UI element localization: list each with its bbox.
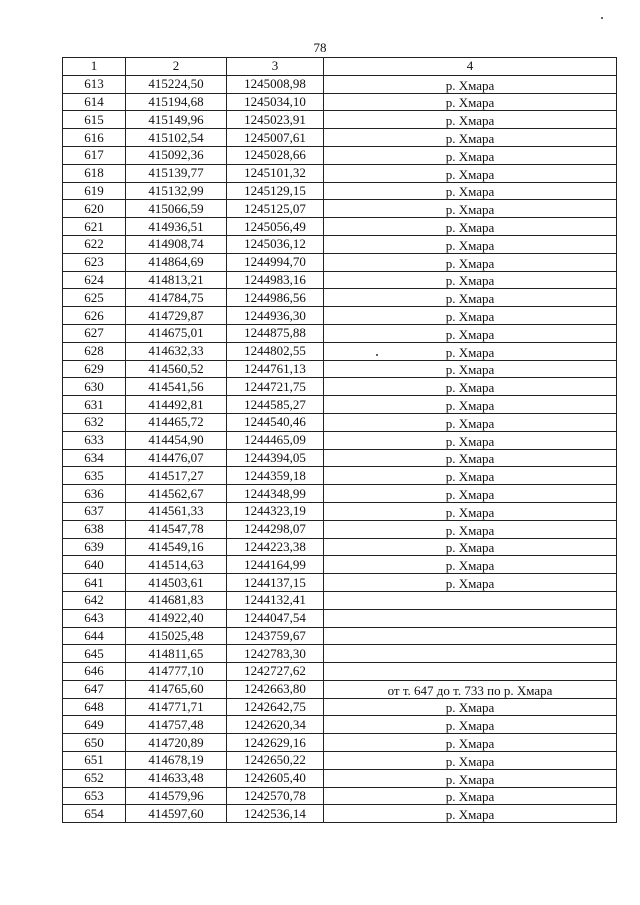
y-coordinate-cell: 1244132,41 (227, 591, 324, 609)
description-cell: р. Хмара (324, 182, 617, 200)
table-row (63, 307, 617, 325)
description-cell (324, 609, 617, 627)
point-number-cell: 628 (63, 342, 126, 360)
y-coordinate-cell: 1245101,32 (227, 164, 324, 182)
y-coordinate-cell: 1244875,88 (227, 324, 324, 342)
y-coordinate-cell: 1244323,19 (227, 502, 324, 520)
description-cell: р. Хмара (324, 271, 617, 289)
x-coordinate-cell: 414632,33 (126, 342, 227, 360)
point-number-cell: 653 (63, 787, 126, 805)
description-cell: р. Хмара (324, 431, 617, 449)
y-coordinate-cell: 1244802,55 (227, 342, 324, 360)
x-coordinate-cell: 415194,68 (126, 93, 227, 111)
y-coordinate-cell: 1244986,56 (227, 289, 324, 307)
point-number-cell: 649 (63, 716, 126, 734)
point-number-cell: 620 (63, 200, 126, 218)
coordinates-table (62, 57, 617, 823)
description-cell: р. Хмара (324, 164, 617, 182)
header-col-1: 1 (63, 58, 126, 76)
description-cell: р. Хмара (324, 520, 617, 538)
header-col-4: 4 (324, 58, 617, 76)
scan-speck (601, 17, 603, 19)
y-coordinate-cell: 1244047,54 (227, 609, 324, 627)
x-coordinate-cell: 414476,07 (126, 449, 227, 467)
description-cell: р. Хмара (324, 805, 617, 823)
x-coordinate-cell: 414454,90 (126, 431, 227, 449)
x-coordinate-cell: 414514,63 (126, 556, 227, 574)
y-coordinate-cell: 1245034,10 (227, 93, 324, 111)
y-coordinate-cell: 1244348,99 (227, 485, 324, 503)
x-coordinate-cell: 414465,72 (126, 413, 227, 431)
point-number-cell: 623 (63, 253, 126, 271)
x-coordinate-cell: 414678,19 (126, 752, 227, 770)
description-cell: р. Хмара (324, 485, 617, 503)
point-number-cell: 627 (63, 324, 126, 342)
x-coordinate-cell: 414771,71 (126, 698, 227, 716)
x-coordinate-cell: 414864,69 (126, 253, 227, 271)
point-number-cell: 624 (63, 271, 126, 289)
description-cell: р. Хмара (324, 396, 617, 414)
table-row (63, 378, 617, 396)
table-row (63, 805, 617, 823)
point-number-cell: 619 (63, 182, 126, 200)
x-coordinate-cell: 414729,87 (126, 307, 227, 325)
table-row (63, 289, 617, 307)
description-cell: р. Хмара (324, 307, 617, 325)
x-coordinate-cell: 414777,10 (126, 663, 227, 681)
point-number-cell: 650 (63, 734, 126, 752)
y-coordinate-cell: 1245036,12 (227, 235, 324, 253)
table-row (63, 200, 617, 218)
header-col-2: 2 (126, 58, 227, 76)
y-coordinate-cell: 1245008,98 (227, 75, 324, 93)
y-coordinate-cell: 1242620,34 (227, 716, 324, 734)
point-number-cell: 621 (63, 218, 126, 236)
description-cell: р. Хмара (324, 769, 617, 787)
table-row (63, 431, 617, 449)
header-row (63, 58, 617, 76)
x-coordinate-cell: 415132,99 (126, 182, 227, 200)
point-number-cell: 614 (63, 93, 126, 111)
x-coordinate-cell: 414936,51 (126, 218, 227, 236)
point-number-cell: 633 (63, 431, 126, 449)
point-number-cell: 648 (63, 698, 126, 716)
description-cell: р. Хмара (324, 502, 617, 520)
table-row (63, 324, 617, 342)
table-row (63, 129, 617, 147)
description-cell: р. Хмара (324, 146, 617, 164)
point-number-cell: 639 (63, 538, 126, 556)
description-cell: р. Хмара (324, 467, 617, 485)
table-row (63, 93, 617, 111)
point-number-cell: 642 (63, 591, 126, 609)
description-cell: р. Хмара (324, 716, 617, 734)
x-coordinate-cell: 414492,81 (126, 396, 227, 414)
x-coordinate-cell: 414517,27 (126, 467, 227, 485)
table-row (63, 218, 617, 236)
point-number-cell: 640 (63, 556, 126, 574)
point-number-cell: 616 (63, 129, 126, 147)
table-row (63, 502, 617, 520)
description-cell: р. Хмара (324, 200, 617, 218)
y-coordinate-cell: 1242783,30 (227, 645, 324, 663)
description-cell: р. Хмара (324, 360, 617, 378)
table-body (63, 75, 617, 822)
description-cell: р. Хмара (324, 289, 617, 307)
table-row (63, 164, 617, 182)
y-coordinate-cell: 1244223,38 (227, 538, 324, 556)
y-coordinate-cell: 1244540,46 (227, 413, 324, 431)
x-coordinate-cell: 414561,33 (126, 502, 227, 520)
point-number-cell: 651 (63, 752, 126, 770)
point-number-cell: 637 (63, 502, 126, 520)
table-row (63, 591, 617, 609)
description-cell: р. Хмара (324, 734, 617, 752)
point-number-cell: 645 (63, 645, 126, 663)
point-number-cell: 630 (63, 378, 126, 396)
point-number-cell: 617 (63, 146, 126, 164)
description-cell: от т. 647 до т. 733 по р. Хмара (324, 680, 617, 698)
table-row (63, 716, 617, 734)
description-cell: р. Хмара (324, 342, 617, 360)
point-number-cell: 636 (63, 485, 126, 503)
table-row (63, 449, 617, 467)
x-coordinate-cell: 414908,74 (126, 235, 227, 253)
table-row (63, 253, 617, 271)
y-coordinate-cell: 1245056,49 (227, 218, 324, 236)
table-row (63, 146, 617, 164)
x-coordinate-cell: 415149,96 (126, 111, 227, 129)
point-number-cell: 635 (63, 467, 126, 485)
y-coordinate-cell: 1244298,07 (227, 520, 324, 538)
table-row (63, 75, 617, 93)
header-col-3: 3 (227, 58, 324, 76)
table-row (63, 342, 617, 360)
y-coordinate-cell: 1242663,80 (227, 680, 324, 698)
description-cell: р. Хмара (324, 574, 617, 592)
y-coordinate-cell: 1244761,13 (227, 360, 324, 378)
page-number: 78 (313, 40, 327, 55)
point-number-cell: 652 (63, 769, 126, 787)
description-cell: р. Хмара (324, 93, 617, 111)
description-cell: р. Хмара (324, 75, 617, 93)
x-coordinate-cell: 414813,21 (126, 271, 227, 289)
table-row (63, 680, 617, 698)
point-number-cell: 632 (63, 413, 126, 431)
point-number-cell: 634 (63, 449, 126, 467)
description-cell: р. Хмара (324, 538, 617, 556)
y-coordinate-cell: 1242570,78 (227, 787, 324, 805)
y-coordinate-cell: 1244721,75 (227, 378, 324, 396)
y-coordinate-cell: 1244164,99 (227, 556, 324, 574)
description-cell (324, 645, 617, 663)
x-coordinate-cell: 415102,54 (126, 129, 227, 147)
x-coordinate-cell: 414811,65 (126, 645, 227, 663)
y-coordinate-cell: 1244137,15 (227, 574, 324, 592)
table-row (63, 520, 617, 538)
y-coordinate-cell: 1244359,18 (227, 467, 324, 485)
point-number-cell: 647 (63, 680, 126, 698)
y-coordinate-cell: 1245007,61 (227, 129, 324, 147)
y-coordinate-cell: 1244465,09 (227, 431, 324, 449)
y-coordinate-cell: 1242536,14 (227, 805, 324, 823)
table-row (63, 538, 617, 556)
description-cell: р. Хмара (324, 253, 617, 271)
description-cell: р. Хмара (324, 787, 617, 805)
x-coordinate-cell: 414597,60 (126, 805, 227, 823)
x-coordinate-cell: 414541,56 (126, 378, 227, 396)
description-cell: р. Хмара (324, 111, 617, 129)
description-cell: р. Хмара (324, 235, 617, 253)
description-cell: р. Хмара (324, 413, 617, 431)
table-row (63, 769, 617, 787)
description-cell: р. Хмара (324, 129, 617, 147)
point-number-cell: 622 (63, 235, 126, 253)
description-cell (324, 591, 617, 609)
y-coordinate-cell: 1244994,70 (227, 253, 324, 271)
y-coordinate-cell: 1242727,62 (227, 663, 324, 681)
point-number-cell: 613 (63, 75, 126, 93)
x-coordinate-cell: 414757,48 (126, 716, 227, 734)
x-coordinate-cell: 415066,59 (126, 200, 227, 218)
point-number-cell: 625 (63, 289, 126, 307)
description-cell: р. Хмара (324, 556, 617, 574)
table-row (63, 467, 617, 485)
point-number-cell: 626 (63, 307, 126, 325)
table-row (63, 609, 617, 627)
table-row (63, 627, 617, 645)
point-number-cell: 643 (63, 609, 126, 627)
description-cell: р. Хмара (324, 324, 617, 342)
x-coordinate-cell: 414562,67 (126, 485, 227, 503)
point-number-cell: 644 (63, 627, 126, 645)
table-row (63, 111, 617, 129)
table-row (63, 574, 617, 592)
table-row (63, 485, 617, 503)
description-cell: р. Хмара (324, 378, 617, 396)
table-row (63, 556, 617, 574)
x-coordinate-cell: 414765,60 (126, 680, 227, 698)
point-number-cell: 618 (63, 164, 126, 182)
y-coordinate-cell: 1244394,05 (227, 449, 324, 467)
table-row (63, 698, 617, 716)
description-cell: р. Хмара (324, 698, 617, 716)
y-coordinate-cell: 1244936,30 (227, 307, 324, 325)
x-coordinate-cell: 414922,40 (126, 609, 227, 627)
y-coordinate-cell: 1245023,91 (227, 111, 324, 129)
x-coordinate-cell: 414503,61 (126, 574, 227, 592)
y-coordinate-cell: 1245125,07 (227, 200, 324, 218)
y-coordinate-cell: 1245028,66 (227, 146, 324, 164)
table-row (63, 663, 617, 681)
x-coordinate-cell: 414549,16 (126, 538, 227, 556)
description-cell (324, 663, 617, 681)
x-coordinate-cell: 414675,01 (126, 324, 227, 342)
description-cell: р. Хмара (324, 218, 617, 236)
table-row (63, 182, 617, 200)
table-row (63, 645, 617, 663)
x-coordinate-cell: 414579,96 (126, 787, 227, 805)
x-coordinate-cell: 414633,48 (126, 769, 227, 787)
table-row (63, 413, 617, 431)
table-row (63, 360, 617, 378)
point-number-cell: 629 (63, 360, 126, 378)
y-coordinate-cell: 1243759,67 (227, 627, 324, 645)
x-coordinate-cell: 415025,48 (126, 627, 227, 645)
point-number-cell: 615 (63, 111, 126, 129)
description-cell: р. Хмара (324, 449, 617, 467)
table-row (63, 235, 617, 253)
scan-speck (376, 354, 378, 356)
description-cell (324, 627, 617, 645)
x-coordinate-cell: 414547,78 (126, 520, 227, 538)
x-coordinate-cell: 414560,52 (126, 360, 227, 378)
table-row (63, 734, 617, 752)
table-row (63, 787, 617, 805)
point-number-cell: 631 (63, 396, 126, 414)
y-coordinate-cell: 1244585,27 (227, 396, 324, 414)
y-coordinate-cell: 1242629,16 (227, 734, 324, 752)
y-coordinate-cell: 1242605,40 (227, 769, 324, 787)
y-coordinate-cell: 1244983,16 (227, 271, 324, 289)
point-number-cell: 641 (63, 574, 126, 592)
point-number-cell: 646 (63, 663, 126, 681)
y-coordinate-cell: 1242642,75 (227, 698, 324, 716)
point-number-cell: 638 (63, 520, 126, 538)
x-coordinate-cell: 414681,83 (126, 591, 227, 609)
table-header (63, 58, 617, 76)
y-coordinate-cell: 1242650,22 (227, 752, 324, 770)
x-coordinate-cell: 414784,75 (126, 289, 227, 307)
description-cell: р. Хмара (324, 752, 617, 770)
point-number-cell: 654 (63, 805, 126, 823)
table-row (63, 752, 617, 770)
table-row (63, 396, 617, 414)
x-coordinate-cell: 415139,77 (126, 164, 227, 182)
x-coordinate-cell: 415092,36 (126, 146, 227, 164)
y-coordinate-cell: 1245129,15 (227, 182, 324, 200)
table-row (63, 271, 617, 289)
x-coordinate-cell: 415224,50 (126, 75, 227, 93)
x-coordinate-cell: 414720,89 (126, 734, 227, 752)
